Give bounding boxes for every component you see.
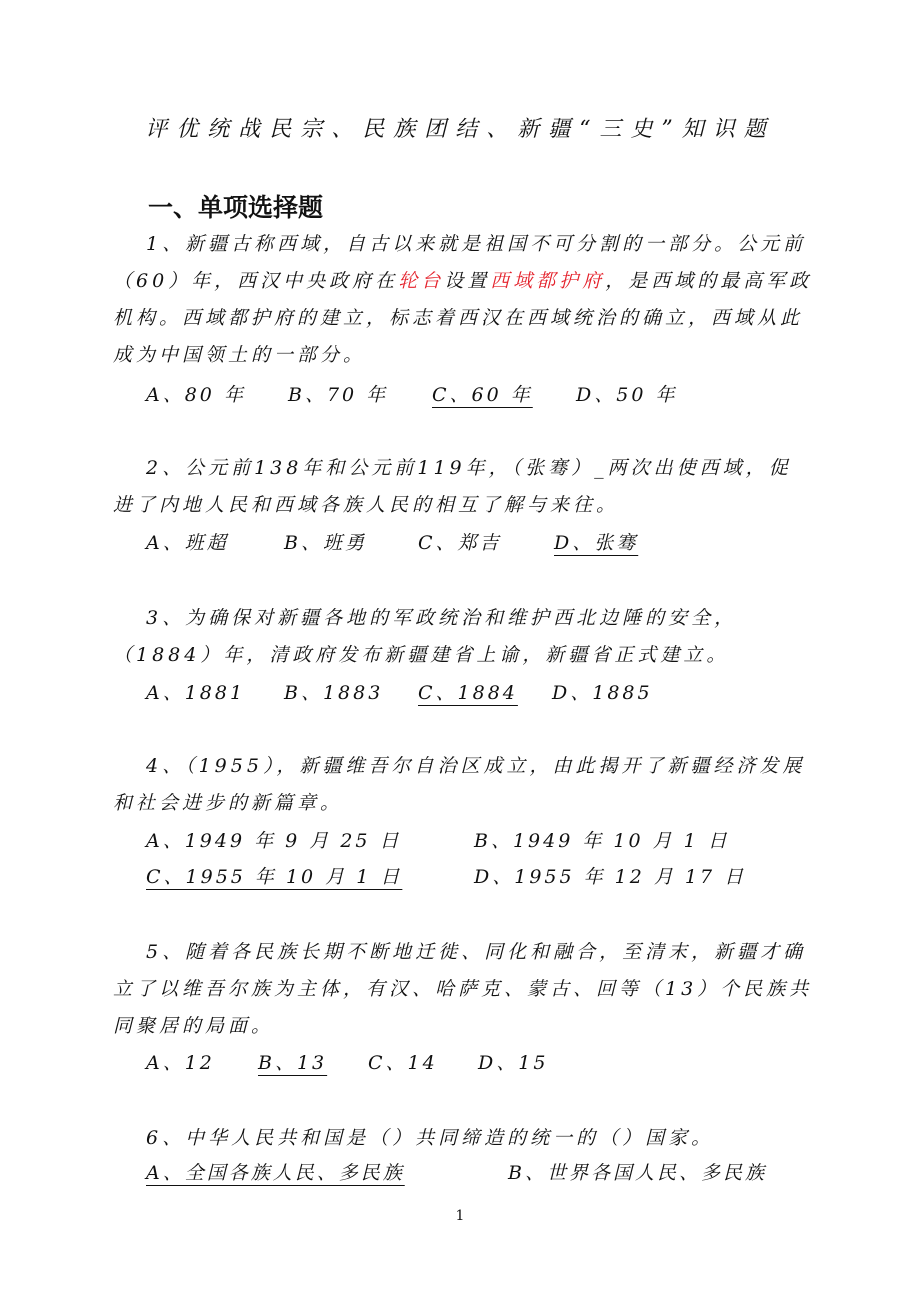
q1-highlight-luntai: 轮台: [398, 270, 445, 292]
question-1: [113, 226, 813, 374]
q1-option-a: A、80 年: [146, 384, 246, 406]
question-2: 2、公元前138年和公元前119年，（张骞）_两次出使西域，促进了内地人民和西域各族人民的相互了解与来往。: [113, 457, 792, 516]
q5-option-d: D、15: [478, 1052, 549, 1074]
q1-option-c-answer: C、60 年: [432, 384, 533, 406]
q2-option-b: B、班勇: [284, 532, 367, 554]
q4-option-c-answer: C、1955 年 10 月 1 日: [146, 866, 403, 888]
q3-option-c-answer: C、1884: [418, 682, 518, 704]
q2-option-a: A、班超: [146, 532, 229, 554]
q1-option-b: B、70 年: [288, 384, 389, 406]
page-number: 1: [455, 1208, 465, 1224]
q2-option-c: C、郑吉: [418, 532, 502, 554]
question-5: 5、随着各民族长期不断地迁徙、同化和融合，至清末，新疆才确立了以维吾尔族为主体，有汉、哈萨克、蒙古、回等（13）个民族共同聚居的局面。: [113, 941, 813, 1037]
q1-text-c: ，是西域的最高军政机构。西域都护府的建立，标志着西汉在西域统治的确立，西域从此成为中国领土的一部分。: [113, 270, 813, 366]
document-title: 评优统战民宗、民族团结、新疆“三史”知识题: [145, 117, 775, 142]
q5-option-a: A、12: [146, 1052, 215, 1074]
q1-text-a: 1、新疆古称西域，自古以来就是祖国不可分割的一部分。公元前（60）年，西汉中央政府在: [113, 233, 807, 292]
question-3: 3、为确保对新疆各地的军政统治和维护西北边陲的安全，（1884）年，清政府发布新疆建省上谕，新疆省正式建立。: [113, 607, 738, 666]
question-6: 6、中华人民共和国是（）共同缔造的统一的（）国家。: [146, 1127, 715, 1149]
q2-option-d-answer: D、张骞: [554, 532, 639, 554]
q4-option-b: B、1949 年 10 月 1 日: [474, 830, 730, 852]
q1-text-b: 设置: [444, 270, 491, 292]
question-4: 4、（1955），新疆维吾尔自治区成立，由此揭开了新疆经济发展和社会进步的新篇章。: [113, 755, 806, 814]
q4-option-a: A、1949 年 9 月 25 日: [146, 830, 402, 852]
q5-option-c: C、14: [368, 1052, 438, 1074]
q3-option-a: A、1881: [146, 682, 246, 704]
q3-option-b: B、1883: [284, 682, 384, 704]
q5-option-b-answer: B、13: [258, 1052, 328, 1074]
q4-option-d: D、1955 年 12 月 17 日: [474, 866, 747, 888]
q1-option-d: D、50 年: [576, 384, 678, 406]
q3-option-d: D、1885: [552, 682, 653, 704]
q6-option-a-answer: A、全国各族人民、多民族: [146, 1162, 405, 1184]
section-heading: 一、单项选择题: [148, 193, 324, 222]
q6-option-b: B、世界各国人民、多民族: [508, 1162, 767, 1184]
q1-highlight-duhufu: 西域都护府: [490, 270, 606, 292]
